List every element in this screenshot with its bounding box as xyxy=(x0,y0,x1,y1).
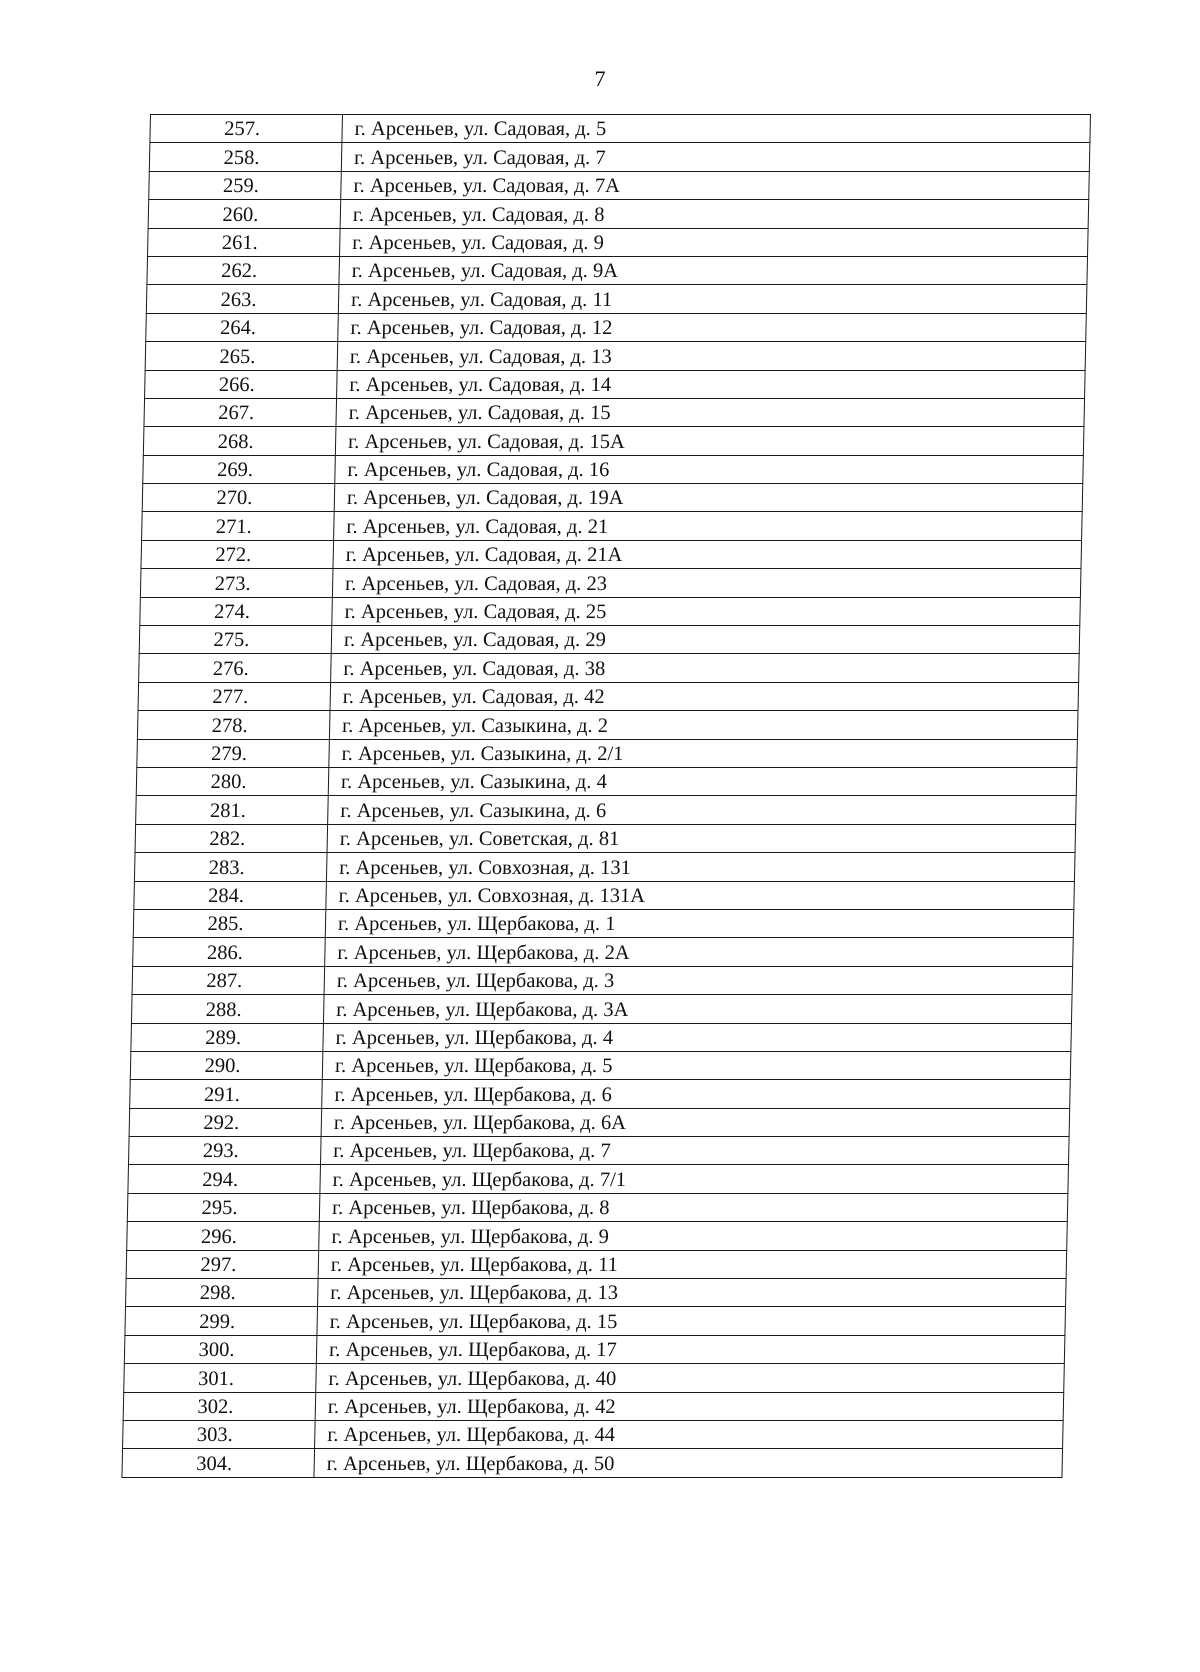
row-number-cell: 303. xyxy=(123,1420,316,1448)
table-row xyxy=(150,115,1091,143)
row-number-cell: 271. xyxy=(142,512,335,540)
address-table-body xyxy=(122,115,1091,1478)
address-cell: г. Арсеньев, ул. Садовая, д. 15 xyxy=(336,398,1085,426)
table-row xyxy=(133,909,1074,937)
address-cell: г. Арсеньев, ул. Советская, д. 81 xyxy=(327,824,1076,852)
row-number-cell: 294. xyxy=(128,1165,321,1193)
table-row xyxy=(123,1420,1064,1448)
address-cell: г. Арсеньев, ул. Садовая, д. 42 xyxy=(330,682,1079,710)
table-row xyxy=(137,739,1078,767)
table-row xyxy=(141,540,1082,568)
row-number-cell: 267. xyxy=(144,398,337,426)
address-cell: г. Арсеньев, ул. Садовая, д. 19А xyxy=(334,484,1083,512)
row-number-cell: 275. xyxy=(139,626,332,654)
row-number-cell: 281. xyxy=(136,796,329,824)
address-cell: г. Арсеньев, ул. Садовая, д. 9 xyxy=(340,228,1089,256)
address-cell: г. Арсеньев, ул. Сазыкина, д. 6 xyxy=(328,796,1077,824)
row-number-cell: 266. xyxy=(145,370,338,398)
address-cell: г. Арсеньев, ул. Садовая, д. 25 xyxy=(332,597,1081,625)
address-cell: г. Арсеньев, ул. Садовая, д. 38 xyxy=(331,654,1080,682)
table-row xyxy=(128,1165,1069,1193)
address-cell: г. Арсеньев, ул. Щербакова, д. 6А xyxy=(321,1108,1070,1136)
address-cell: г. Арсеньев, ул. Садовая, д. 14 xyxy=(337,370,1086,398)
address-cell: г. Арсеньев, ул. Щербакова, д. 17 xyxy=(316,1335,1065,1363)
address-cell: г. Арсеньев, ул. Садовая, д. 15А xyxy=(335,427,1084,455)
address-cell: г. Арсеньев, ул. Щербакова, д. 7 xyxy=(320,1137,1069,1165)
table-row xyxy=(134,881,1075,909)
table-row xyxy=(144,398,1085,426)
table-row xyxy=(146,313,1087,341)
row-number-cell: 259. xyxy=(149,171,342,199)
table-row xyxy=(127,1193,1068,1221)
row-number-cell: 276. xyxy=(139,654,332,682)
row-number-cell: 257. xyxy=(150,115,343,143)
table-row xyxy=(133,938,1074,966)
table-row xyxy=(138,682,1079,710)
address-cell: г. Арсеньев, ул. Садовая, д. 7А xyxy=(341,171,1090,199)
row-number-cell: 286. xyxy=(133,938,326,966)
table-row xyxy=(140,597,1081,625)
row-number-cell: 272. xyxy=(141,540,334,568)
address-cell: г. Арсеньев, ул. Щербакова, д. 3А xyxy=(323,995,1072,1023)
address-cell: г. Арсеньев, ул. Щербакова, д. 5 xyxy=(322,1051,1071,1079)
row-number-cell: 289. xyxy=(131,1023,324,1051)
address-cell: г. Арсеньев, ул. Садовая, д. 8 xyxy=(340,200,1089,228)
address-cell: г. Арсеньев, ул. Садовая, д. 12 xyxy=(338,313,1087,341)
address-cell: г. Арсеньев, ул. Щербакова, д. 11 xyxy=(318,1250,1067,1278)
table-row xyxy=(123,1392,1064,1420)
address-cell: г. Арсеньев, ул. Щербакова, д. 8 xyxy=(319,1193,1068,1221)
row-number-cell: 280. xyxy=(136,767,329,795)
row-number-cell: 261. xyxy=(148,228,341,256)
address-cell: г. Арсеньев, ул. Садовая, д. 11 xyxy=(338,285,1087,313)
table-row xyxy=(145,342,1086,370)
address-cell: г. Арсеньев, ул. Садовая, д. 5 xyxy=(342,115,1091,143)
address-cell: г. Арсеньев, ул. Совхозная, д. 131А xyxy=(326,881,1075,909)
row-number-cell: 270. xyxy=(142,484,335,512)
table-row xyxy=(139,626,1080,654)
table-row xyxy=(143,427,1084,455)
table-row xyxy=(149,171,1090,199)
table-row xyxy=(128,1137,1069,1165)
row-number-cell: 263. xyxy=(146,285,339,313)
row-number-cell: 284. xyxy=(134,881,327,909)
address-cell: г. Арсеньев, ул. Щербакова, д. 9 xyxy=(319,1222,1068,1250)
row-number-cell: 300. xyxy=(124,1335,317,1363)
address-table xyxy=(121,114,1091,1478)
address-cell: г. Арсеньев, ул. Щербакова, д. 6 xyxy=(322,1080,1071,1108)
row-number-cell: 297. xyxy=(126,1250,319,1278)
address-cell: г. Арсеньев, ул. Щербакова, д. 42 xyxy=(315,1392,1064,1420)
row-number-cell: 292. xyxy=(129,1108,322,1136)
table-row xyxy=(130,1051,1071,1079)
address-table-container xyxy=(121,114,1090,1478)
table-row xyxy=(136,767,1077,795)
address-cell: г. Арсеньев, ул. Сазыкина, д. 2/1 xyxy=(329,739,1078,767)
table-row xyxy=(125,1307,1066,1335)
row-number-cell: 264. xyxy=(146,313,339,341)
row-number-cell: 278. xyxy=(137,711,330,739)
address-cell: г. Арсеньев, ул. Садовая, д. 29 xyxy=(331,626,1080,654)
address-cell: г. Арсеньев, ул. Садовая, д. 13 xyxy=(337,342,1086,370)
table-row xyxy=(130,1080,1071,1108)
table-row xyxy=(127,1222,1068,1250)
row-number-cell: 283. xyxy=(134,853,327,881)
row-number-cell: 260. xyxy=(148,200,341,228)
row-number-cell: 288. xyxy=(131,995,324,1023)
table-row xyxy=(148,200,1089,228)
address-cell: г. Арсеньев, ул. Щербакова, д. 40 xyxy=(316,1364,1065,1392)
table-row xyxy=(126,1279,1067,1307)
row-number-cell: 273. xyxy=(140,569,333,597)
row-number-cell: 262. xyxy=(147,256,340,284)
address-cell: г. Арсеньев, ул. Садовая, д. 21А xyxy=(333,540,1082,568)
page-number: 7 xyxy=(594,66,606,91)
address-cell: г. Арсеньев, ул. Щербакова, д. 3 xyxy=(324,966,1073,994)
address-cell: г. Арсеньев, ул. Щербакова, д. 7/1 xyxy=(320,1165,1069,1193)
address-cell: г. Арсеньев, ул. Щербакова, д. 44 xyxy=(315,1420,1064,1448)
row-number-cell: 258. xyxy=(149,143,342,171)
row-number-cell: 282. xyxy=(135,824,328,852)
address-cell: г. Арсеньев, ул. Щербакова, д. 1 xyxy=(325,909,1074,937)
row-number-cell: 302. xyxy=(123,1392,316,1420)
row-number-cell: 304. xyxy=(122,1449,315,1477)
table-row xyxy=(129,1108,1070,1136)
address-cell: г. Арсеньев, ул. Садовая, д. 21 xyxy=(334,512,1083,540)
row-number-cell: 274. xyxy=(140,597,333,625)
address-cell: г. Арсеньев, ул. Щербакова, д. 50 xyxy=(314,1449,1063,1477)
table-row xyxy=(147,256,1088,284)
address-cell: г. Арсеньев, ул. Совхозная, д. 131 xyxy=(326,853,1075,881)
address-cell: г. Арсеньев, ул. Сазыкина, д. 2 xyxy=(329,711,1078,739)
table-row xyxy=(122,1449,1063,1477)
row-number-cell: 279. xyxy=(137,739,330,767)
table-row xyxy=(124,1364,1065,1392)
row-number-cell: 269. xyxy=(143,455,336,483)
address-cell: г. Арсеньев, ул. Щербакова, д. 2А xyxy=(325,938,1074,966)
row-number-cell: 285. xyxy=(133,909,326,937)
table-row xyxy=(148,228,1089,256)
table-row xyxy=(137,711,1078,739)
row-number-cell: 290. xyxy=(130,1051,323,1079)
table-row xyxy=(142,512,1083,540)
table-row xyxy=(124,1335,1065,1363)
address-cell: г. Арсеньев, ул. Садовая, д. 23 xyxy=(332,569,1081,597)
address-cell: г. Арсеньев, ул. Садовая, д. 9А xyxy=(339,256,1088,284)
table-row xyxy=(131,995,1072,1023)
table-row xyxy=(149,143,1090,171)
table-row xyxy=(143,455,1084,483)
table-row xyxy=(145,370,1086,398)
row-number-cell: 291. xyxy=(130,1080,323,1108)
address-cell: г. Арсеньев, ул. Щербакова, д. 15 xyxy=(317,1307,1066,1335)
row-number-cell: 265. xyxy=(145,342,338,370)
table-row xyxy=(132,966,1073,994)
table-row xyxy=(135,824,1076,852)
table-row xyxy=(126,1250,1067,1278)
table-row xyxy=(131,1023,1072,1051)
row-number-cell: 293. xyxy=(128,1137,321,1165)
table-row xyxy=(146,285,1087,313)
row-number-cell: 301. xyxy=(124,1364,317,1392)
address-cell: г. Арсеньев, ул. Щербакова, д. 4 xyxy=(323,1023,1072,1051)
table-row xyxy=(136,796,1077,824)
address-cell: г. Арсеньев, ул. Садовая, д. 7 xyxy=(341,143,1090,171)
address-cell: г. Арсеньев, ул. Сазыкина, д. 4 xyxy=(328,767,1077,795)
table-row xyxy=(140,569,1081,597)
address-cell: г. Арсеньев, ул. Щербакова, д. 13 xyxy=(318,1279,1067,1307)
table-row xyxy=(134,853,1075,881)
row-number-cell: 277. xyxy=(138,682,331,710)
address-cell: г. Арсеньев, ул. Садовая, д. 16 xyxy=(335,455,1084,483)
row-number-cell: 287. xyxy=(132,966,325,994)
table-row xyxy=(139,654,1080,682)
row-number-cell: 296. xyxy=(127,1222,320,1250)
table-row xyxy=(142,484,1083,512)
row-number-cell: 298. xyxy=(126,1279,319,1307)
row-number-cell: 299. xyxy=(125,1307,318,1335)
row-number-cell: 295. xyxy=(127,1193,320,1221)
row-number-cell: 268. xyxy=(143,427,336,455)
